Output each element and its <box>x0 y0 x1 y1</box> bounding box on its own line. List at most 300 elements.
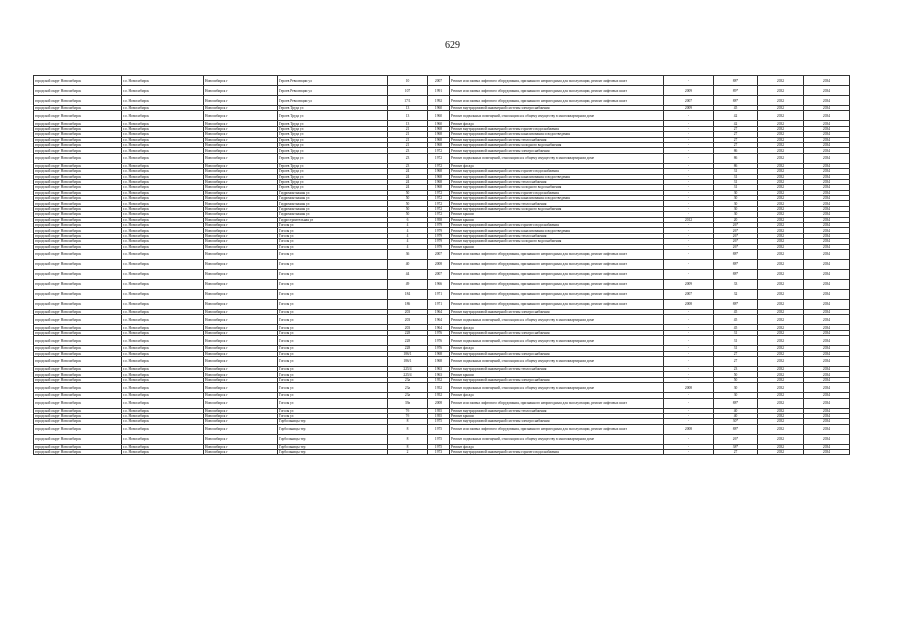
locality-cell: Новосибирск г <box>204 434 278 444</box>
wear-percent-cell: 88* <box>714 299 758 309</box>
plan-start-year-cell: 2032 <box>758 217 804 222</box>
urban-district-cell: г.о. Новосибирск <box>122 121 204 126</box>
last-repair-year-cell: - <box>664 413 714 418</box>
build-year-cell: 1960 <box>428 121 450 126</box>
build-year-cell: 1992 <box>428 96 450 106</box>
build-year-cell: 1971 <box>428 299 450 309</box>
street-cell: Горбольницы тер <box>278 444 388 449</box>
urban-district-cell: г.о. Новосибирск <box>122 163 204 168</box>
wear-percent-cell: 26* <box>714 239 758 244</box>
build-year-cell: 1979 <box>428 239 450 244</box>
work-type-cell: Ремонт фасада <box>450 121 664 126</box>
plan-end-year-cell: 2034 <box>804 185 850 190</box>
street-cell: Гоголя ул <box>278 325 388 330</box>
work-type-cell: Ремонт подвальных помещений, относящихся к общему имуществу в многоквартирном доме <box>450 315 664 325</box>
house-number-cell: 228 <box>388 336 428 346</box>
locality-cell: Новосибирск г <box>204 76 278 86</box>
work-type-cell: Ремонт внутридомовой инженерной системы горячего водоснабжения <box>450 169 664 174</box>
street-cell: Гоголя ул <box>278 408 388 413</box>
street-cell: Гоголя ул <box>278 413 388 418</box>
work-type-cell: Ремонт внутридомовой инженерной системы электроснабжения <box>450 351 664 356</box>
locality-cell: Новосибирск г <box>204 419 278 424</box>
work-type-cell: Ремонт фасада <box>450 163 664 168</box>
last-repair-year-cell: - <box>664 76 714 86</box>
last-repair-year-cell: - <box>664 137 714 142</box>
municipality-cell: городской округ Новосибирск <box>34 408 122 413</box>
wear-percent-cell: 23 <box>714 366 758 371</box>
municipality-cell: городской округ Новосибирск <box>34 201 122 206</box>
municipality-cell: городской округ Новосибирск <box>34 434 122 444</box>
build-year-cell: 1972 <box>428 148 450 153</box>
wear-percent-cell: 26* <box>714 233 758 238</box>
urban-district-cell: г.о. Новосибирск <box>122 142 204 147</box>
work-type-cell: Ремонт или замена лифтового оборудования, признанного непригодным для эксплуатации, ремонт лифтовых шахт <box>450 249 664 259</box>
municipality-cell: городской округ Новосибирск <box>34 299 122 309</box>
house-number-cell: 6 <box>388 217 428 222</box>
work-type-cell: Ремонт внутридомовой инженерной системы горячего водоснабжения <box>450 190 664 195</box>
house-number-cell: 10 <box>388 76 428 86</box>
wear-percent-cell: 30 <box>714 212 758 217</box>
wear-percent-cell: 88* <box>714 249 758 259</box>
table-row <box>34 96 850 106</box>
urban-district-cell: г.о. Новосибирск <box>122 444 204 449</box>
plan-end-year-cell: 2034 <box>804 223 850 228</box>
locality-cell: Новосибирск г <box>204 383 278 393</box>
build-year-cell: 1976 <box>428 336 450 346</box>
locality-cell: Новосибирск г <box>204 121 278 126</box>
build-year-cell: 1976 <box>428 330 450 335</box>
house-number-cell: 17/1 <box>388 96 428 106</box>
urban-district-cell: г.о. Новосибирск <box>122 86 204 96</box>
plan-start-year-cell: 2032 <box>758 413 804 418</box>
wear-percent-cell: 26* <box>714 228 758 233</box>
build-year-cell: 1968 <box>428 132 450 137</box>
table-row <box>34 336 850 346</box>
locality-cell: Новосибирск г <box>204 106 278 111</box>
last-repair-year-cell: 2008 <box>664 383 714 393</box>
table-row <box>34 299 850 309</box>
house-number-cell: 50 <box>388 206 428 211</box>
build-year-cell: 1968 <box>428 142 450 147</box>
urban-district-cell: г.о. Новосибирск <box>122 383 204 393</box>
last-repair-year-cell: - <box>664 142 714 147</box>
street-cell: Героев Труда ул <box>278 163 388 168</box>
house-number-cell: 24 <box>388 179 428 184</box>
plan-end-year-cell: 2034 <box>804 233 850 238</box>
plan-end-year-cell: 2034 <box>804 413 850 418</box>
build-year-cell: 1960 <box>428 111 450 121</box>
municipality-cell: городской округ Новосибирск <box>34 86 122 96</box>
street-cell: Гидромонтажная ул <box>278 196 388 201</box>
plan-start-year-cell: 2032 <box>758 111 804 121</box>
plan-start-year-cell: 2032 <box>758 330 804 335</box>
municipality-cell: городской округ Новосибирск <box>34 196 122 201</box>
last-repair-year-cell: 2009 <box>664 106 714 111</box>
municipality-cell: городской округ Новосибирск <box>34 228 122 233</box>
locality-cell: Новосибирск г <box>204 185 278 190</box>
street-cell: Гидромонтажная ул <box>278 206 388 211</box>
locality-cell: Новосибирск г <box>204 346 278 351</box>
street-cell: Гидромонтажная ул <box>278 212 388 217</box>
street-cell: Гоголя ул <box>278 228 388 233</box>
municipality-cell: городской округ Новосибирск <box>34 336 122 346</box>
build-year-cell: 1972 <box>428 163 450 168</box>
plan-start-year-cell: 2032 <box>758 299 804 309</box>
urban-district-cell: г.о. Новосибирск <box>122 330 204 335</box>
street-cell: Гоголя ул <box>278 346 388 351</box>
plan-end-year-cell: 2034 <box>804 196 850 201</box>
wear-percent-cell: 31 <box>714 174 758 179</box>
plan-end-year-cell: 2034 <box>804 106 850 111</box>
house-number-cell: 50 <box>388 196 428 201</box>
locality-cell: Новосибирск г <box>204 269 278 279</box>
locality-cell: Новосибирск г <box>204 217 278 222</box>
wear-percent-cell: 20 <box>714 217 758 222</box>
plan-end-year-cell: 2034 <box>804 444 850 449</box>
plan-end-year-cell: 2034 <box>804 366 850 371</box>
last-repair-year-cell: - <box>664 419 714 424</box>
wear-percent-cell: 50 <box>714 377 758 382</box>
plan-start-year-cell: 2032 <box>758 137 804 142</box>
work-type-cell: Ремонт внутридомовой инженерной системы холодного водоснабжения <box>450 239 664 244</box>
urban-district-cell: г.о. Новосибирск <box>122 206 204 211</box>
locality-cell: Новосибирск г <box>204 206 278 211</box>
plan-start-year-cell: 2032 <box>758 76 804 86</box>
plan-end-year-cell: 2034 <box>804 228 850 233</box>
plan-end-year-cell: 2034 <box>804 142 850 147</box>
municipality-cell: городской округ Новосибирск <box>34 76 122 86</box>
locality-cell: Новосибирск г <box>204 408 278 413</box>
house-number-cell: 184 <box>388 289 428 299</box>
plan-end-year-cell: 2034 <box>804 269 850 279</box>
urban-district-cell: г.о. Новосибирск <box>122 190 204 195</box>
table-row <box>34 356 850 366</box>
build-year-cell: 2008 <box>428 259 450 269</box>
wear-percent-cell: 30 <box>714 201 758 206</box>
municipality-cell: городской округ Новосибирск <box>34 185 122 190</box>
urban-district-cell: г.о. Новосибирск <box>122 137 204 142</box>
last-repair-year-cell: - <box>664 244 714 249</box>
last-repair-year-cell: - <box>664 153 714 163</box>
house-number-cell: 23а <box>388 393 428 398</box>
build-year-cell: 1975 <box>428 419 450 424</box>
municipality-cell: городской округ Новосибирск <box>34 121 122 126</box>
work-type-cell: Ремонт крыши <box>450 212 664 217</box>
plan-start-year-cell: 2032 <box>758 163 804 168</box>
urban-district-cell: г.о. Новосибирск <box>122 279 204 289</box>
last-repair-year-cell: - <box>664 336 714 346</box>
street-cell: Гоголя ул <box>278 366 388 371</box>
urban-district-cell: г.о. Новосибирск <box>122 111 204 121</box>
urban-district-cell: г.о. Новосибирск <box>122 244 204 249</box>
plan-start-year-cell: 2032 <box>758 148 804 153</box>
plan-start-year-cell: 2032 <box>758 424 804 434</box>
house-number-cell: 23 <box>388 153 428 163</box>
locality-cell: Новосибирск г <box>204 233 278 238</box>
build-year-cell: 1976 <box>428 346 450 351</box>
municipality-cell: городской округ Новосибирск <box>34 377 122 382</box>
urban-district-cell: г.о. Новосибирск <box>122 126 204 131</box>
house-number-cell: 50 <box>388 201 428 206</box>
work-type-cell: Ремонт или замена лифтового оборудования, признанного непригодным для эксплуатации, ремонт лифтовых шахт <box>450 299 664 309</box>
build-year-cell: 1955 <box>428 408 450 413</box>
wear-percent-cell: 40 <box>714 413 758 418</box>
plan-end-year-cell: 2034 <box>804 190 850 195</box>
urban-district-cell: г.о. Новосибирск <box>122 132 204 137</box>
street-cell: Горбольницы тер <box>278 450 388 455</box>
build-year-cell: 1971 <box>428 289 450 299</box>
work-type-cell: Ремонт или замена лифтового оборудования, признанного непригодным для эксплуатации, ремонт лифтовых шахт <box>450 86 664 96</box>
plan-start-year-cell: 2032 <box>758 279 804 289</box>
street-cell: Героев Революции ул <box>278 96 388 106</box>
table-row <box>34 315 850 325</box>
wear-percent-cell: 26* <box>714 223 758 228</box>
municipality-cell: городской округ Новосибирск <box>34 444 122 449</box>
street-cell: Гоголя ул <box>278 315 388 325</box>
wear-percent-cell: 88* <box>714 259 758 269</box>
street-cell: Гидростроительная ул <box>278 217 388 222</box>
last-repair-year-cell: - <box>664 346 714 351</box>
municipality-cell: городской округ Новосибирск <box>34 137 122 142</box>
street-cell: Гоголя ул <box>278 377 388 382</box>
urban-district-cell: г.о. Новосибирск <box>122 336 204 346</box>
wear-percent-cell: 89* <box>714 86 758 96</box>
municipality-cell: городской округ Новосибирск <box>34 315 122 325</box>
street-cell: Горбольницы тер <box>278 424 388 434</box>
work-type-cell: Ремонт или замена лифтового оборудования, признанного непригодным для эксплуатации, ремонт лифтовых шахт <box>450 96 664 106</box>
wear-percent-cell: 45 <box>714 325 758 330</box>
urban-district-cell: г.о. Новосибирск <box>122 351 204 356</box>
house-number-cell: 13 <box>388 111 428 121</box>
wear-percent-cell: 42 <box>714 111 758 121</box>
urban-district-cell: г.о. Новосибирск <box>122 169 204 174</box>
plan-start-year-cell: 2032 <box>758 289 804 299</box>
municipality-cell: городской округ Новосибирск <box>34 450 122 455</box>
build-year-cell: 1979 <box>428 233 450 238</box>
table-row <box>34 269 850 279</box>
house-number-cell: 23 <box>388 163 428 168</box>
wear-percent-cell: 86 <box>714 163 758 168</box>
house-number-cell: 203 <box>388 315 428 325</box>
street-cell: Героев Труда ул <box>278 174 388 179</box>
street-cell: Героев Труда ул <box>278 185 388 190</box>
wear-percent-cell: 86 <box>714 153 758 163</box>
wear-percent-cell: 31 <box>714 346 758 351</box>
house-number-cell: 203 <box>388 309 428 314</box>
work-type-cell: Ремонт подвальных помещений, относящихся к общему имуществу в многоквартирном доме <box>450 356 664 366</box>
work-type-cell: Ремонт фасада <box>450 444 664 449</box>
locality-cell: Новосибирск г <box>204 444 278 449</box>
street-cell: Гидромонтажная ул <box>278 201 388 206</box>
locality-cell: Новосибирск г <box>204 377 278 382</box>
plan-start-year-cell: 2032 <box>758 196 804 201</box>
locality-cell: Новосибирск г <box>204 450 278 455</box>
work-type-cell: Ремонт внутридомовой инженерной системы канализования и водоотведения <box>450 196 664 201</box>
build-year-cell: 1968 <box>428 126 450 131</box>
urban-district-cell: г.о. Новосибирск <box>122 419 204 424</box>
locality-cell: Новосибирск г <box>204 413 278 418</box>
street-cell: Гоголя ул <box>278 372 388 377</box>
plan-start-year-cell: 2032 <box>758 366 804 371</box>
locality-cell: Новосибирск г <box>204 169 278 174</box>
wear-percent-cell: 27 <box>714 132 758 137</box>
plan-start-year-cell: 2032 <box>758 121 804 126</box>
locality-cell: Новосибирск г <box>204 174 278 179</box>
street-cell: Героев Революции ул <box>278 86 388 96</box>
locality-cell: Новосибирск г <box>204 196 278 201</box>
build-year-cell: 1972 <box>428 201 450 206</box>
plan-start-year-cell: 2032 <box>758 351 804 356</box>
house-number-cell: 24 <box>388 174 428 179</box>
last-repair-year-cell: - <box>664 169 714 174</box>
build-year-cell: 1964 <box>428 309 450 314</box>
last-repair-year-cell: - <box>664 206 714 211</box>
wear-percent-cell: 30* <box>714 419 758 424</box>
house-number-cell: 49 <box>388 279 428 289</box>
plan-end-year-cell: 2034 <box>804 86 850 96</box>
street-cell: Гоголя ул <box>278 239 388 244</box>
plan-start-year-cell: 2032 <box>758 228 804 233</box>
last-repair-year-cell: - <box>664 444 714 449</box>
build-year-cell: 1963 <box>428 372 450 377</box>
plan-end-year-cell: 2034 <box>804 239 850 244</box>
urban-district-cell: г.о. Новосибирск <box>122 309 204 314</box>
wear-percent-cell: 27 <box>714 126 758 131</box>
table-row <box>34 434 850 444</box>
last-repair-year-cell: - <box>664 179 714 184</box>
work-type-cell: Ремонт внутридомовой инженерной системы электроснабжения <box>450 309 664 314</box>
municipality-cell: городской округ Новосибирск <box>34 169 122 174</box>
plan-start-year-cell: 2032 <box>758 393 804 398</box>
municipality-cell: городской округ Новосибирск <box>34 142 122 147</box>
urban-district-cell: г.о. Новосибирск <box>122 289 204 299</box>
plan-end-year-cell: 2034 <box>804 299 850 309</box>
urban-district-cell: г.о. Новосибирск <box>122 372 204 377</box>
plan-start-year-cell: 2032 <box>758 212 804 217</box>
plan-start-year-cell: 2032 <box>758 249 804 259</box>
wear-percent-cell: 30 <box>714 190 758 195</box>
plan-start-year-cell: 2032 <box>758 169 804 174</box>
house-number-cell: 203 <box>388 325 428 330</box>
work-type-cell: Ремонт внутридомовой инженерной системы холодного водоснабжения <box>450 142 664 147</box>
plan-end-year-cell: 2034 <box>804 434 850 444</box>
street-cell: Гоголя ул <box>278 259 388 269</box>
street-cell: Героев Труда ул <box>278 121 388 126</box>
build-year-cell: 1979 <box>428 244 450 249</box>
work-type-cell: Ремонт внутридомовой инженерной системы теплоснабжения <box>450 408 664 413</box>
plan-start-year-cell: 2032 <box>758 244 804 249</box>
build-year-cell: 2007 <box>428 269 450 279</box>
last-repair-year-cell: 2007 <box>664 96 714 106</box>
build-year-cell: 1968 <box>428 169 450 174</box>
build-year-cell: 1979 <box>428 223 450 228</box>
work-type-cell: Ремонт подвальных помещений, относящихся к общему имуществу в многоквартирном доме <box>450 111 664 121</box>
municipality-cell: городской округ Новосибирск <box>34 398 122 408</box>
last-repair-year-cell: 2008 <box>664 299 714 309</box>
street-cell: Гоголя ул <box>278 336 388 346</box>
urban-district-cell: г.о. Новосибирск <box>122 315 204 325</box>
wear-percent-cell: 27 <box>714 356 758 366</box>
build-year-cell: 1972 <box>428 196 450 201</box>
house-number-cell: 21 <box>388 137 428 142</box>
house-number-cell: 24 <box>388 185 428 190</box>
wear-percent-cell: 27 <box>714 450 758 455</box>
municipality-cell: городской округ Новосибирск <box>34 153 122 163</box>
plan-start-year-cell: 2032 <box>758 309 804 314</box>
urban-district-cell: г.о. Новосибирск <box>122 249 204 259</box>
house-number-cell: 23 <box>388 148 428 153</box>
plan-end-year-cell: 2034 <box>804 259 850 269</box>
wear-percent-cell: 30 <box>714 196 758 201</box>
house-number-cell: 13 <box>388 121 428 126</box>
municipality-cell: городской округ Новосибирск <box>34 163 122 168</box>
plan-start-year-cell: 2032 <box>758 239 804 244</box>
urban-district-cell: г.о. Новосибирск <box>122 366 204 371</box>
wear-percent-cell: 31 <box>714 336 758 346</box>
urban-district-cell: г.о. Новосибирск <box>122 153 204 163</box>
last-repair-year-cell: - <box>664 325 714 330</box>
last-repair-year-cell: - <box>664 190 714 195</box>
locality-cell: Новосибирск г <box>204 132 278 137</box>
house-number-cell: 50 <box>388 212 428 217</box>
street-cell: Горбольницы тер <box>278 419 388 424</box>
build-year-cell: 1968 <box>428 137 450 142</box>
plan-end-year-cell: 2034 <box>804 174 850 179</box>
plan-end-year-cell: 2034 <box>804 148 850 153</box>
municipality-cell: городской округ Новосибирск <box>34 393 122 398</box>
wear-percent-cell: 30 <box>714 383 758 393</box>
plan-end-year-cell: 2034 <box>804 377 850 382</box>
street-cell: Гоголя ул <box>278 398 388 408</box>
work-type-cell: Ремонт внутридомовой инженерной системы электроснабжения <box>450 330 664 335</box>
plan-start-year-cell: 2032 <box>758 383 804 393</box>
urban-district-cell: г.о. Новосибирск <box>122 174 204 179</box>
work-type-cell: Ремонт подвальных помещений, относящихся к общему имуществу в многоквартирном доме <box>450 336 664 346</box>
build-year-cell: 2007 <box>428 249 450 259</box>
build-year-cell: 1968 <box>428 185 450 190</box>
build-year-cell: 1968 <box>428 356 450 366</box>
build-year-cell: 2008 <box>428 398 450 408</box>
street-cell: Гоголя ул <box>278 351 388 356</box>
last-repair-year-cell: - <box>664 239 714 244</box>
wear-percent-cell: 32 <box>714 289 758 299</box>
build-year-cell: 1975 <box>428 424 450 434</box>
work-type-cell: Ремонт или замена лифтового оборудования, признанного непригодным для эксплуатации, ремонт лифтовых шахт <box>450 269 664 279</box>
table-row <box>34 289 850 299</box>
plan-end-year-cell: 2034 <box>804 217 850 222</box>
work-type-cell: Ремонт внутридомовой инженерной системы электроснабжения <box>450 419 664 424</box>
municipality-cell: городской округ Новосибирск <box>34 366 122 371</box>
municipality-cell: городской округ Новосибирск <box>34 351 122 356</box>
build-year-cell: 1979 <box>428 228 450 233</box>
house-number-cell: 40 <box>388 259 428 269</box>
house-number-cell: 44 <box>388 269 428 279</box>
municipality-cell: городской округ Новосибирск <box>34 419 122 424</box>
house-number-cell: 36 <box>388 249 428 259</box>
wear-percent-cell: 88* <box>714 269 758 279</box>
urban-district-cell: г.о. Новосибирск <box>122 434 204 444</box>
last-repair-year-cell: - <box>664 351 714 356</box>
last-repair-year-cell: - <box>664 185 714 190</box>
plan-start-year-cell: 2032 <box>758 408 804 413</box>
house-number-cell: 186/1 <box>388 356 428 366</box>
wear-percent-cell: 27 <box>714 142 758 147</box>
wear-percent-cell: 31 <box>714 169 758 174</box>
wear-percent-cell: 27 <box>714 351 758 356</box>
last-repair-year-cell: - <box>664 233 714 238</box>
wear-percent-cell: 88* <box>714 398 758 408</box>
plan-start-year-cell: 2032 <box>758 419 804 424</box>
